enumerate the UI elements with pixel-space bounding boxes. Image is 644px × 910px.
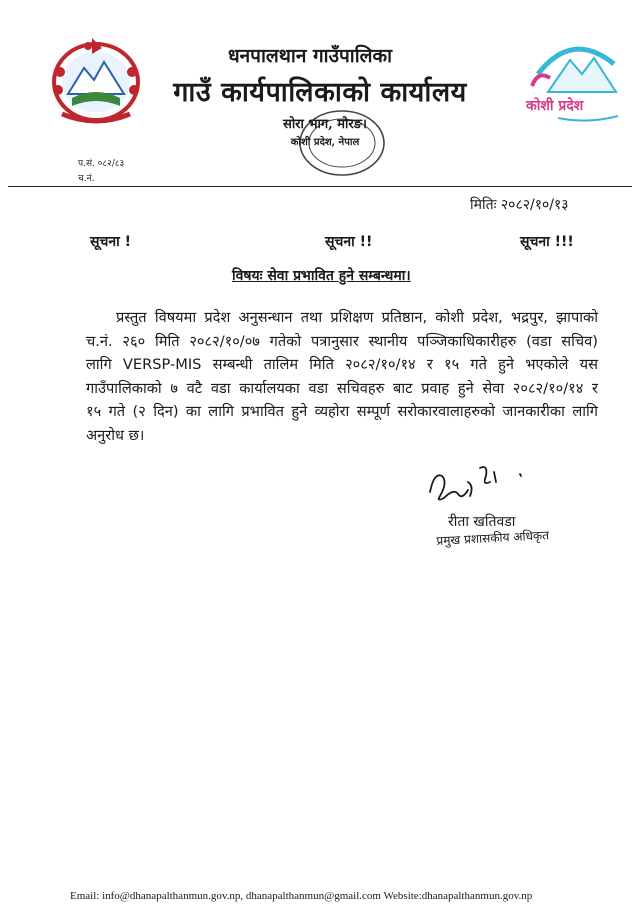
office-name: गाउँ कार्यपालिकाको कार्यालय <box>173 77 467 108</box>
office-address: सोरा भाग, मोरङ। <box>283 117 367 132</box>
body-line: अनुरोध छ। <box>86 426 145 444</box>
signer-title: प्रमुख प्रशासकीय अधिकृत <box>436 528 550 548</box>
body-line: लागि VERSP-MIS सम्बन्धी तालिम मिति २०८२/१०/१४ र १५ गते हुने भएकोले यस <box>86 356 598 373</box>
body-line: गाउँपालिकाको ७ वटै वडा कार्यालयका वडा सचिवहरु बाट प्रवाह हुने सेवा २०८२/१०/१४ र <box>86 379 598 397</box>
body-line: प्रस्तुत विषयमा प्रदेश अनुसन्धान तथा प्रशिक्षण प्रतिष्ठान, कोशी प्रदेश, भद्रपुर, झापाको <box>116 309 598 326</box>
province-name: कोशी प्रदेश, नेपाल <box>290 137 360 148</box>
notice-heading-3: सूचना !!! <box>520 234 574 250</box>
signer-name: रीता खतिवडा <box>448 514 516 530</box>
header-divider <box>8 186 632 187</box>
municipality-name: धनपालथान गाउँपालिका <box>227 45 393 67</box>
body-line: च.नं. २६० मिति २०८२/१०/०७ गतेको पत्रानुसार स्थानीय पञ्जिकाधिकारीहरु (वडा सचिव) <box>86 332 598 350</box>
notice-heading-2: सूचना !! <box>325 234 373 250</box>
koshi-province-logo <box>518 34 626 128</box>
signature-icon <box>424 452 528 510</box>
reference-number: प.सं. ०८२/८३ <box>78 159 125 169</box>
letter-date: मितिः २०८२/१०/१३ <box>470 197 569 213</box>
government-emblem-icon <box>48 36 144 124</box>
logo-label: कोशी प्रदेश <box>526 98 584 114</box>
notice-heading-1: सूचना ! <box>90 234 132 250</box>
contact-footer: Email: info@dhanapalthanmun.gov.np, dhanapalthanmun@gmail.com Website:dhanapalthanmun.gov.np <box>70 890 533 902</box>
dispatch-number: च.नं. <box>78 174 95 184</box>
letter-body <box>86 306 598 447</box>
body-line: १५ गते (२ दिन) का लागि प्रभावित हुने व्यहोरा सम्पूर्ण सरोकारवालाहरुको जानकारीका लागि <box>86 403 598 420</box>
letter-subject: विषयः सेवा प्रभावित हुने सम्बन्धमा। <box>232 268 411 284</box>
